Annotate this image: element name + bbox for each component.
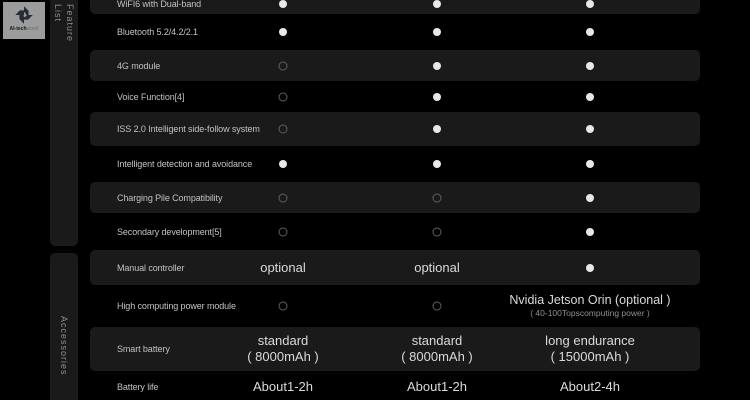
filled-circle-icon [433, 62, 441, 70]
cell-dot-empty [279, 92, 288, 101]
filled-circle-icon [433, 0, 441, 8]
table-row [90, 112, 700, 146]
cell-value: About1-2h [253, 379, 313, 394]
cell-dot-filled [586, 160, 594, 168]
cell-dot-empty [279, 61, 288, 70]
filled-circle-icon [586, 28, 594, 36]
filled-circle-icon [586, 194, 594, 202]
cell-text [414, 260, 460, 276]
cell-text [260, 260, 306, 276]
filled-circle-icon [586, 160, 594, 168]
cell-dot-filled [586, 194, 594, 202]
cell-dot-filled [433, 0, 441, 8]
feature-table [90, 0, 700, 400]
filled-circle-icon [433, 125, 441, 133]
cell-dot-filled [586, 93, 594, 101]
cell-text [545, 333, 635, 365]
logo-wordmark [10, 26, 39, 32]
cell-dot-empty [433, 193, 442, 202]
cell-dot-empty [279, 125, 288, 134]
cell-dot-filled [586, 125, 594, 133]
accessories-label: Accessories [59, 315, 69, 376]
cell-dot-filled [586, 28, 594, 36]
empty-circle-icon [433, 227, 442, 236]
logo-text-bold: AI-tech [9, 26, 27, 32]
table-row [90, 14, 700, 50]
cell-dot-filled [279, 160, 287, 168]
cell-dot-filled [433, 28, 441, 36]
cell-dot-filled [279, 28, 287, 36]
cell-value-line2: ( 8000mAh ) [247, 349, 319, 364]
empty-circle-icon [279, 92, 288, 101]
row-label: Bluetooth 5.2/4.2/2.1 [117, 27, 198, 37]
cell-dot-empty [279, 227, 288, 236]
empty-circle-icon [279, 193, 288, 202]
cell-text [560, 379, 620, 395]
row-label: ISS 2.0 Intelligent side-follow system [117, 124, 260, 134]
row-label: High computing power module [117, 301, 236, 311]
cell-text [509, 293, 670, 319]
table-row [90, 371, 700, 400]
cell-dot-empty [433, 227, 442, 236]
cell-dot-filled [433, 93, 441, 101]
filled-circle-icon [586, 93, 594, 101]
table-row [90, 182, 700, 213]
cell-value: optional [414, 259, 460, 275]
row-label: Manual controller [117, 262, 185, 273]
table-row [90, 81, 700, 112]
table-row [90, 50, 700, 81]
filled-circle-icon [279, 0, 287, 8]
empty-circle-icon [433, 193, 442, 202]
cell-text [247, 333, 319, 365]
empty-circle-icon [279, 227, 288, 236]
cell-dot-filled [433, 62, 441, 70]
empty-circle-icon [279, 125, 288, 134]
empty-circle-icon [433, 302, 442, 311]
cell-value: long endurance [545, 333, 635, 348]
row-label: Voice Function[4] [117, 91, 185, 102]
filled-circle-icon [433, 160, 441, 168]
cell-dot-empty [279, 193, 288, 202]
empty-circle-icon [279, 61, 288, 70]
filled-circle-icon [586, 228, 594, 236]
feature-list-label: Feature List [53, 4, 75, 43]
row-label: Intelligent detection and avoidance [117, 159, 253, 169]
table-row [90, 327, 700, 371]
sidebar-section-feature-list [50, 0, 78, 246]
filled-circle-icon [433, 28, 441, 36]
table-row [90, 146, 700, 182]
cell-value: standard [411, 333, 463, 348]
cell-dot-empty [433, 302, 442, 311]
empty-circle-icon [279, 302, 288, 311]
row-label: Charging Pile Compatibility [117, 192, 223, 203]
cell-dot-filled [586, 0, 594, 8]
logo-text-light: world [26, 26, 39, 32]
cell-value: Nvidia Jetson Orin (optional ) [509, 293, 671, 307]
cell-text [253, 379, 313, 395]
sidebar-section-accessories [50, 253, 78, 400]
row-label: Secondary development[5] [117, 226, 222, 237]
cell-dot-empty [279, 302, 288, 311]
table-row [90, 285, 700, 327]
filled-circle-icon [279, 28, 287, 36]
cell-dot-filled [433, 160, 441, 168]
row-label: Smart battery [117, 344, 170, 354]
cell-dot-filled [433, 125, 441, 133]
row-label: Battery life [117, 382, 159, 392]
filled-circle-icon [279, 160, 287, 168]
cell-dot-filled [586, 62, 594, 70]
ai-techworld-logo [3, 2, 45, 39]
table-row [90, 250, 700, 285]
table-row [90, 0, 700, 14]
cell-dot-filled [279, 0, 287, 8]
logo-pinwheel-icon [13, 4, 35, 26]
cell-value-line2: ( 8000mAh ) [401, 349, 473, 364]
cell-value: About1-2h [407, 379, 467, 394]
row-label: 4G module [117, 60, 161, 71]
cell-value-subnote: ( 40-100Topscomputing power ) [530, 308, 650, 318]
filled-circle-icon [586, 0, 594, 8]
cell-text [407, 379, 467, 395]
table-row [90, 213, 700, 250]
cell-dot-filled [586, 228, 594, 236]
filled-circle-icon [433, 93, 441, 101]
filled-circle-icon [586, 125, 594, 133]
cell-value: About2-4h [560, 379, 620, 394]
cell-text [401, 333, 473, 365]
cell-value-line2: ( 15000mAh ) [550, 349, 630, 364]
cell-value: standard [257, 333, 309, 348]
filled-circle-icon [586, 264, 594, 272]
cell-dot-filled [586, 264, 594, 272]
row-label: WiFI6 with Dual-band [117, 0, 202, 9]
filled-circle-icon [586, 62, 594, 70]
cell-value: optional [260, 259, 306, 275]
